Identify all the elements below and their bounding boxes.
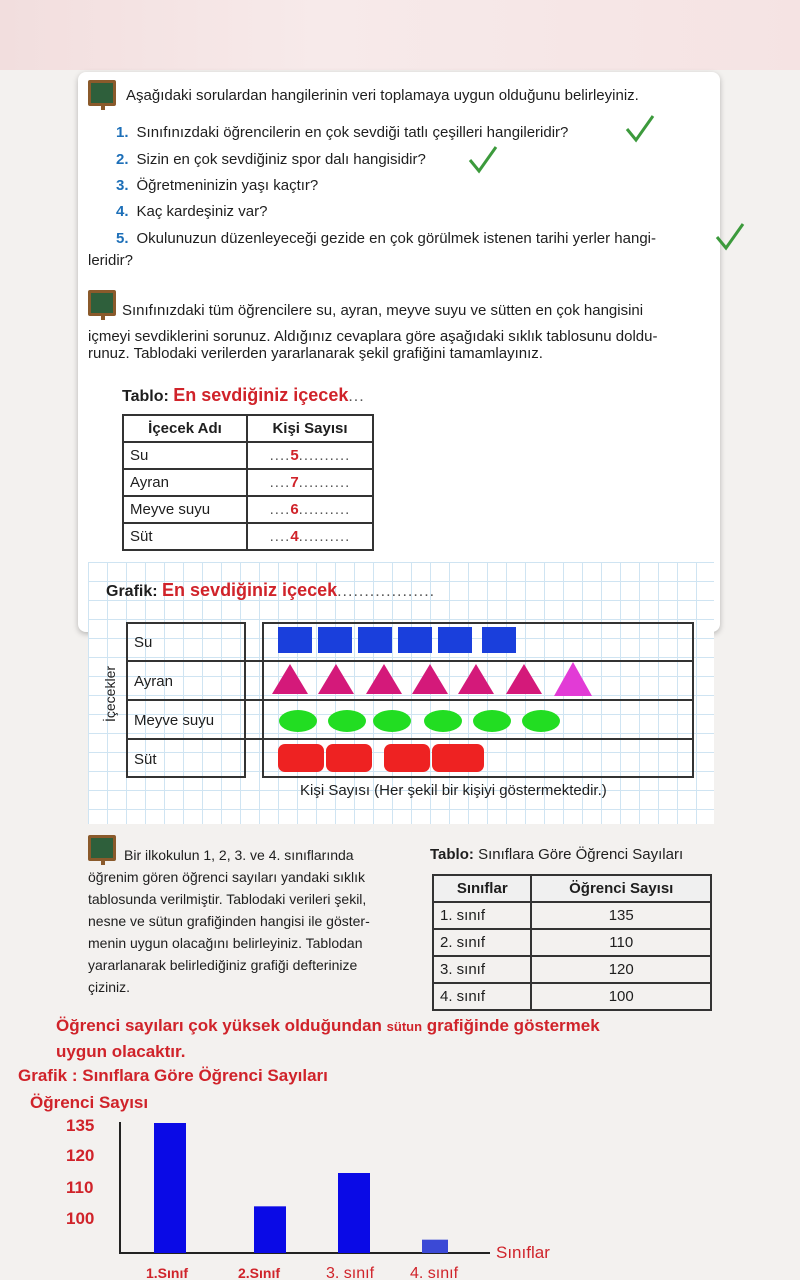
- y-tick-label: 110: [66, 1178, 94, 1197]
- table-row: 1. sınıf 135: [433, 902, 711, 929]
- bar-1: [154, 1123, 186, 1253]
- answer-line2: uygun olacaktır.: [56, 1042, 186, 1061]
- meyve-oval: [473, 710, 511, 732]
- ayran-triangle: [366, 664, 402, 694]
- blackboard-icon: [88, 290, 116, 316]
- x-tick-label: 3. sınıf: [326, 1265, 375, 1280]
- sut-rect: [384, 744, 430, 772]
- y-tick-label: 135: [66, 1116, 95, 1135]
- bar-4: [422, 1240, 448, 1253]
- question-1: 1. Sınıfınızdaki öğrencilerin en çok sevdiği tatlı çeşilleri hangileridir?: [116, 124, 569, 141]
- pictograph-row-label: Süt: [134, 751, 157, 768]
- pictograph-caption: Grafik: En sevdiğiniz içecek..................: [106, 580, 436, 600]
- su-square: [398, 627, 432, 653]
- table-row: Süt ....4..........: [123, 523, 373, 550]
- question-5-continued: leridir?: [88, 252, 134, 269]
- ayran-triangle: [554, 662, 592, 696]
- pictograph-row-label: Meyve suyu: [134, 712, 215, 729]
- table-row: 4. sınıf 100: [433, 983, 711, 1010]
- su-square: [278, 627, 312, 653]
- section1-title: Aşağıdaki sorulardan hangilerinin veri toplamaya uygun olduğunu belirleyiniz.: [126, 87, 639, 104]
- answer-line1: Öğrenci sayıları çok yüksek olduğundan sütun grafiğinde göstermek: [56, 1016, 600, 1035]
- section3-text: Bir ilkokulun 1, 2, 3. ve 4. sınıflarında öğrenim gören öğrenci sayıları yandaki sıklık tablosunda verilmiştir. Tablodaki verileri şekil, nesne ve sütun grafiğinden hangisi ile göster- menin uygun olacağını belirleyiniz. Tablodan yararlanarak belirlediğiniz grafiği defterinize çiziniz.: [88, 847, 370, 995]
- pictograph-footer: Kişi Sayısı (Her şekil bir kişiyi göstermektedir.): [300, 782, 607, 799]
- su-square: [318, 627, 352, 653]
- x-tick-label: 1.Sınıf: [146, 1265, 189, 1280]
- check-mark-icon: [467, 143, 499, 175]
- background-top: [0, 0, 800, 70]
- ayran-triangle: [506, 664, 542, 694]
- check-mark-icon: [714, 220, 746, 252]
- class-table-header: Öğrenci Sayısı: [531, 875, 711, 902]
- ayran-triangle: [412, 664, 448, 694]
- bar-3: [338, 1173, 370, 1253]
- ayran-triangle: [318, 664, 354, 694]
- su-square: [358, 627, 392, 653]
- x-axis-title: Sınıflar: [496, 1243, 550, 1262]
- drink-table-caption: Tablo: En sevdiğiniz içecek...: [122, 385, 365, 405]
- meyve-oval: [522, 710, 560, 732]
- drink-table-header: Kişi Sayısı: [247, 415, 373, 442]
- meyve-oval: [328, 710, 366, 732]
- section2-line2: içmeyi sevdiklerini sorunuz. Aldığınız cevaplara göre aşağıdaki sıklık tablosunu doldu-: [88, 328, 658, 345]
- class-table: [432, 874, 712, 1011]
- su-square: [482, 627, 516, 653]
- question-2: 2. Sizin en çok sevdiğiniz spor dalı hangisidir?: [116, 151, 426, 168]
- class-table-header: Sınıflar: [433, 875, 531, 902]
- pictograph-axis-label: İçecekler: [102, 665, 118, 722]
- ayran-triangle: [272, 664, 308, 694]
- table-row: 3. sınıf 120: [433, 956, 711, 983]
- drink-table-header: İçecek Adı: [123, 415, 247, 442]
- class-table-caption: Tablo: Sınıflara Göre Öğrenci Sayıları: [430, 846, 684, 863]
- sut-rect: [326, 744, 372, 772]
- pictograph-symbols: [262, 622, 694, 778]
- student-bar-chart: [0, 1086, 800, 1280]
- y-axis-title: Öğrenci Sayısı: [30, 1093, 149, 1112]
- question-4: 4. Kaç kardeşiniz var?: [116, 203, 268, 220]
- meyve-oval: [279, 710, 317, 732]
- meyve-oval: [373, 710, 411, 732]
- sut-rect: [278, 744, 324, 772]
- question-3: 3. Öğretmeninizin yaşı kaçtır?: [116, 177, 319, 194]
- y-tick-label: 120: [66, 1146, 95, 1165]
- pictograph-row-label: Ayran: [134, 673, 173, 690]
- blackboard-icon: [88, 80, 116, 106]
- section2-line1: Sınıfınızdaki tüm öğrencilere su, ayran, meyve suyu ve sütten en çok hangisini: [122, 302, 644, 319]
- table-row: Su ....5..........: [123, 442, 373, 469]
- drink-table: [122, 414, 374, 551]
- section2-line3: runuz. Tablodaki verilerden yararlanarak şekil grafiğini tamamlayınız.: [88, 345, 543, 362]
- check-mark-icon: [624, 112, 656, 144]
- x-tick-label: 2.Sınıf: [238, 1265, 281, 1280]
- table-row: 2. sınıf 110: [433, 929, 711, 956]
- su-square: [438, 627, 472, 653]
- ayran-triangle: [458, 664, 494, 694]
- table-row: Meyve suyu ....6..........: [123, 496, 373, 523]
- pictograph-row-label: Su: [134, 634, 153, 651]
- meyve-oval: [424, 710, 462, 732]
- table-row: Ayran ....7..........: [123, 469, 373, 496]
- bar-2: [254, 1206, 286, 1253]
- question-5: 5. Okulunuzun düzenleyeceği gezide en çok görülmek istenen tarihi yerler hangi-: [116, 230, 656, 247]
- y-tick-label: 100: [66, 1209, 95, 1228]
- answer-graph-title: Grafik : Sınıflara Göre Öğrenci Sayıları: [18, 1066, 328, 1085]
- sut-rect: [432, 744, 484, 772]
- x-tick-label: 4. sınıf: [410, 1265, 459, 1280]
